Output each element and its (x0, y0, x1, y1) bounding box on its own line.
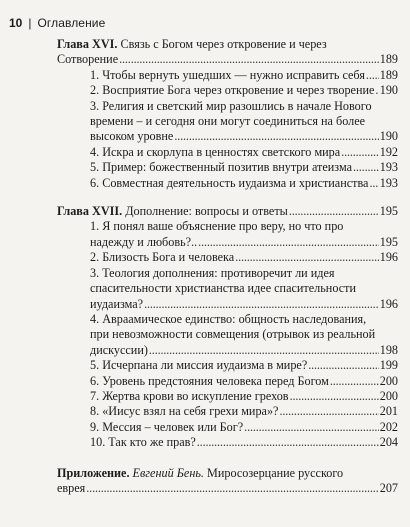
page-ref: 193 (379, 160, 398, 175)
section-last-line (90, 389, 398, 404)
dot-leader (119, 52, 379, 67)
section-entry (90, 420, 398, 435)
section-title: иудаизма? (90, 296, 144, 311)
page-number: 10 (9, 16, 23, 30)
page-ref: 193 (379, 175, 398, 190)
appendix-author: Евгений Бень. (132, 465, 204, 480)
chapter-title: Дополнение: вопросы и ответы (125, 204, 288, 219)
page-ref: 192 (379, 144, 398, 159)
section-title: высоком уровне (90, 129, 174, 144)
section-title: надежду и любовь?.. (90, 234, 198, 249)
chapter-spacer (57, 191, 398, 204)
chapter-label: Глава XVII. (57, 204, 123, 219)
section-title: 8. «Иисус взял на себя грехи мира»? (90, 404, 279, 419)
entry-text (90, 389, 289, 404)
chapter-title-last (57, 52, 398, 67)
section-title: 9. Мессия – человек или Бог? (90, 419, 244, 434)
section-last-line (90, 404, 398, 419)
section-title: 5. Исчерпана ли миссия иудаизма в мире? (90, 358, 308, 373)
table-of-contents (57, 37, 398, 496)
section-entry (90, 250, 398, 265)
section-title: 2. Восприятие Бога через откровение и через творение (90, 83, 375, 98)
chapter-entry (57, 204, 398, 219)
page-ref: 195 (379, 234, 398, 249)
page-header (9, 16, 105, 30)
section-entry (90, 374, 398, 389)
page-ref: 190 (379, 129, 398, 144)
entry-text (90, 250, 234, 265)
dot-leader (198, 235, 379, 250)
entry-text (90, 68, 365, 83)
page-ref: 202 (379, 419, 398, 434)
entry-text (90, 145, 340, 160)
section-last-line (90, 176, 398, 191)
section-entry (90, 312, 398, 358)
section-title: 2. Близость Бога и человека (90, 250, 235, 265)
section-last-line (90, 83, 398, 98)
section-entry (90, 176, 398, 191)
page-ref: 189 (379, 52, 398, 67)
page-ref: 201 (379, 404, 398, 419)
page-ref: 200 (379, 388, 398, 403)
page-ref: 207 (379, 480, 398, 495)
section-entry (90, 145, 398, 160)
section-entry (90, 160, 398, 175)
page-ref: 189 (379, 67, 398, 82)
chapter-label: Глава XVI. (57, 37, 118, 51)
section-title: 6. Уровень предстояния человека перед Богом (90, 373, 329, 388)
appendix-entry (57, 466, 398, 497)
section-title: 5. Пример: божественный позитив внутри атеизма (90, 160, 352, 175)
chapter-title: Связь с Богом через откровение и через (120, 37, 327, 51)
page-ref: 190 (379, 83, 398, 98)
section-entry (90, 219, 398, 250)
section-line: 1. Я понял ваше объяснение про веру, но что про (90, 219, 344, 234)
section-entry (90, 99, 398, 145)
chapter-title-line (57, 37, 398, 52)
chapter-title-last (57, 204, 398, 219)
section-line: 4. Авраамическое единство: общность наследования, (90, 311, 367, 326)
section-title: 10. Так кто же прав? (90, 435, 196, 450)
section-entry (90, 358, 398, 373)
section-line: при невозможности совмещения (отрывок из реальной (90, 327, 376, 342)
dot-leader (235, 250, 379, 265)
section-entry (90, 435, 398, 450)
entry-text (90, 297, 143, 312)
dot-leader (149, 343, 379, 358)
dot-leader (375, 83, 378, 98)
section-last-line (90, 145, 398, 160)
section-entry (90, 389, 398, 404)
section-entry (90, 83, 398, 98)
dot-leader (353, 160, 379, 175)
dot-leader (308, 358, 378, 373)
chapter-title-cont: Сотворение (57, 52, 119, 67)
dot-leader (341, 145, 379, 160)
section-line: 3. Теология дополнения: противоречит ли идея (90, 265, 335, 280)
dot-leader (369, 176, 378, 191)
entry-text (90, 160, 352, 175)
entry-text (57, 52, 118, 67)
dot-leader (244, 420, 379, 435)
section-line: спасительности христианства идее спасительности (90, 281, 356, 296)
section-last-line (90, 297, 398, 312)
section-entry (90, 404, 398, 419)
dot-leader (279, 404, 378, 419)
section-title: 1. Чтобы вернуть ушедших — нужно исправить себя (90, 67, 365, 82)
entry-text (57, 481, 85, 496)
dot-leader (86, 481, 378, 496)
section-last-line (90, 250, 398, 265)
page-ref: 195 (379, 204, 398, 219)
entry-text (90, 435, 196, 450)
appendix-spacer (57, 451, 398, 466)
entry-text (90, 129, 173, 144)
section-line: 3. Религия и светский мир разошлись в начале Нового (90, 98, 372, 113)
appendix-title-cont: еврея (57, 480, 86, 495)
section-line: времени – и сегодня они могут соединиться на более (90, 114, 366, 129)
section-last-line (90, 358, 398, 373)
entry-text (90, 235, 197, 250)
section-last-line (90, 435, 398, 450)
dot-leader (144, 297, 379, 312)
section-title: дискуссии) (90, 342, 148, 357)
section-entry (90, 266, 398, 312)
header-separator: | (28, 16, 32, 30)
section-last-line (90, 420, 398, 435)
page-ref: 196 (379, 296, 398, 311)
section-last-line (90, 68, 398, 83)
header-title: Оглавление (37, 16, 106, 30)
section-title: 6. Совместная деятельность иудаизма и христианства (90, 175, 369, 190)
page-ref: 198 (379, 342, 398, 357)
dot-leader (330, 374, 379, 389)
section-title: 4. Искра и скорлупа в ценностях светского мира (90, 144, 341, 159)
section-last-line (90, 374, 398, 389)
chapter-entry (57, 37, 398, 68)
section-entry (90, 68, 398, 83)
section-last-line (90, 343, 398, 358)
section-last-line (90, 129, 398, 144)
entry-text (90, 374, 329, 389)
section-title: 7. Жертва крови во искупление грехов (90, 388, 289, 403)
entry-text (57, 204, 288, 219)
dot-leader (290, 389, 379, 404)
section-last-line (90, 160, 398, 175)
entry-text (90, 343, 148, 358)
entry-text (90, 420, 243, 435)
page-ref: 196 (379, 250, 398, 265)
entry-text (90, 176, 368, 191)
dot-leader (174, 129, 378, 144)
page-ref: 204 (379, 435, 398, 450)
entry-text (90, 83, 374, 98)
appendix-title: Миросозерцание русского (207, 465, 344, 480)
entry-text (90, 358, 307, 373)
dot-leader (289, 204, 379, 219)
page-ref: 199 (379, 358, 398, 373)
entry-text (90, 404, 278, 419)
page-ref: 200 (379, 373, 398, 388)
section-last-line (90, 235, 398, 250)
dot-leader (197, 435, 379, 450)
appendix-label: Приложение. (57, 465, 130, 480)
dot-leader (366, 68, 379, 83)
appendix-title-line (57, 466, 398, 481)
appendix-title-last (57, 481, 398, 496)
